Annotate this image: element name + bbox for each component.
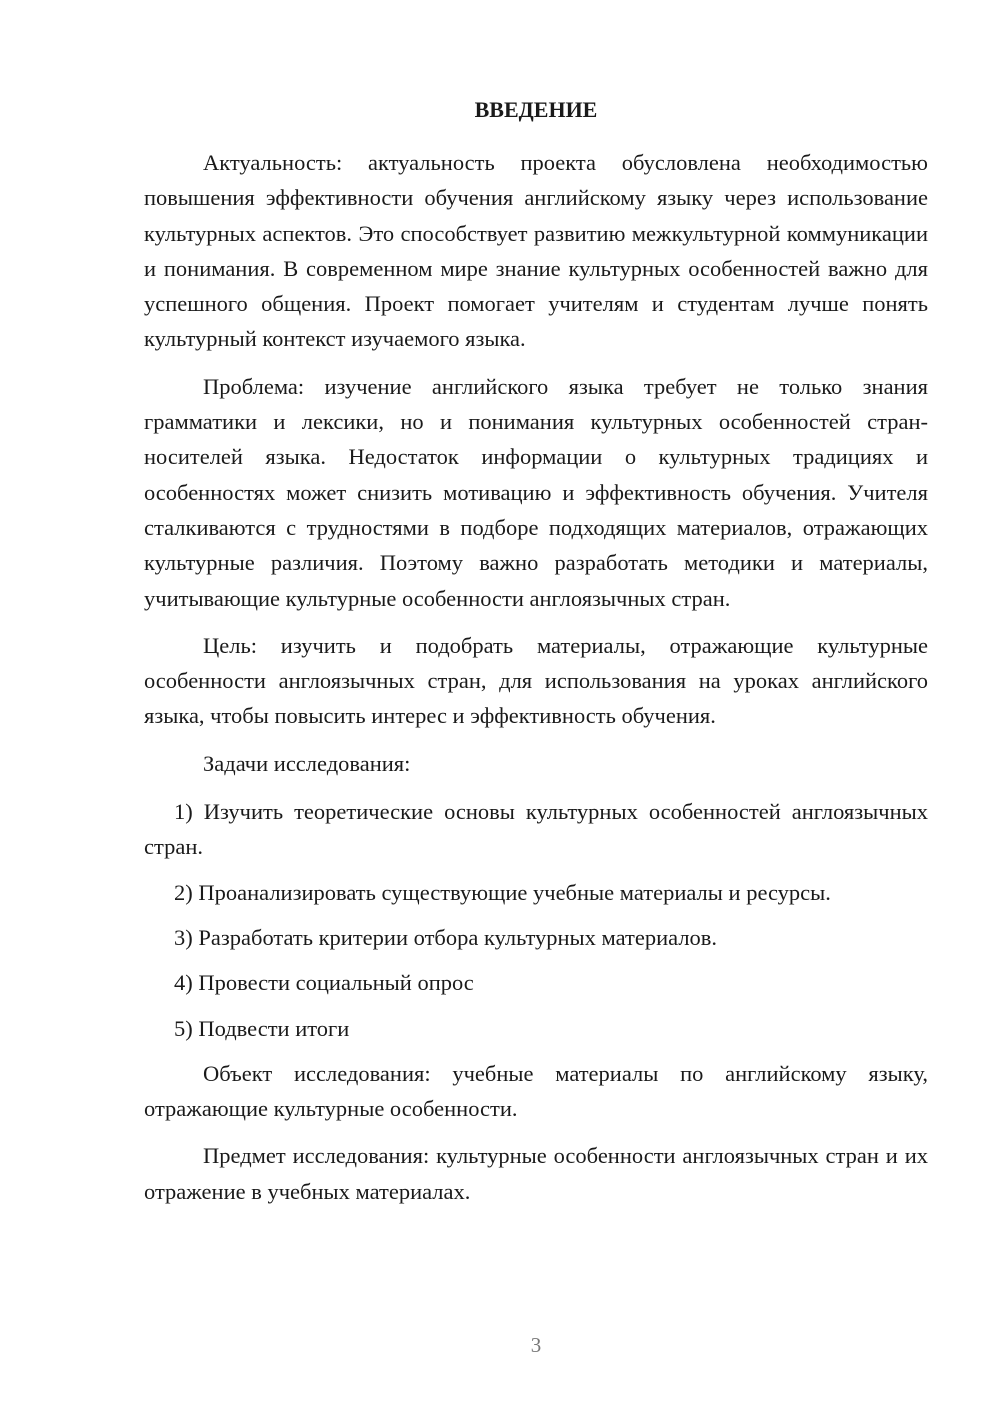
tasks-heading: Задачи исследования:	[203, 750, 411, 776]
page-number: 3	[530, 1333, 542, 1357]
list-item: 1) Изучить теоретические основы культурных особенностей англоязычных стран.	[144, 799, 928, 860]
page-title: ВВЕДЕНИЕ	[474, 97, 598, 122]
problem-paragraph: Проблема: изучение английского языка требует не только знания грамматики и лексики, но и понимания культурных особенностей стран-носителей языка. Недостаток информации о культурных традициях и особенностях может снизить мотивацию и эффективность обучения. Учителя сталкиваются с трудностями в подборе подходящих материалов, отражающих культурные различия. Поэтому важно разработать методики и материалы, учитывающие культурные особенности англоязычных стран.	[144, 373, 928, 611]
page-body	[144, 92, 928, 1221]
list-item: 2) Проанализировать существующие учебные материалы и ресурсы.	[174, 879, 831, 905]
list-item: 5) Подвести итоги	[174, 1015, 350, 1041]
goal-paragraph: Цель: изучить и подобрать материалы, отражающие культурные особенности англоязычных стран, для использования на уроках английского языка, чтобы повысить интерес и эффективность обучения.	[144, 632, 928, 729]
relevance-paragraph: Актуальность: актуальность проекта обусловлена необходимостью повышения эффективности обучения английскому языку через использование культурных аспектов. Это способствует развитию межкультурной коммуникации и понимания. В современном мире знание культурных особенностей важно для успешного общения. Проект помогает учителям и студентам лучше понять культурный контекст изучаемого языка.	[144, 150, 928, 352]
list-item: 3) Разработать критерии отбора культурных материалов.	[174, 924, 718, 950]
tasks-list	[144, 794, 928, 1046]
list-item: 4) Провести социальный опрос	[174, 970, 474, 996]
object-paragraph: Объект исследования: учебные материалы по английскому языку, отражающие культурные особенности.	[144, 1060, 928, 1122]
subject-paragraph: Предмет исследования: культурные особенности англоязычных стран и их отражение в учебных материалах.	[144, 1143, 928, 1204]
